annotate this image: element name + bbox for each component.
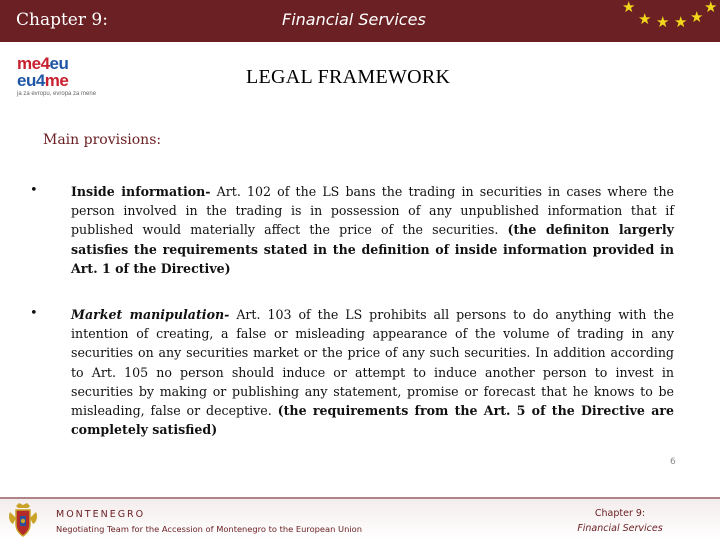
logo-line-1: me4eu [17,54,69,73]
star-icon: ★ [674,13,688,31]
footer-chapter: Chapter 9: [594,508,646,519]
eu-stars-icon [612,0,720,32]
footer-team: Negotiating Team for the Accession of Montenegro to the European Union [56,524,362,534]
bullet-note: (the definiton largerly satisfies the requirements stated in the definition of inside information provided in Art. 1 of the Directive) [71,222,674,276]
me4eu-logo [17,55,107,97]
bullet-text: Art. 102 of the LS bans the trading in securities in cases where the person involved in the trading is in possession of any unpublished information that if published would materially affect the price of the securities. [71,184,675,238]
bullet-marker: • [30,183,38,198]
star-icon: ★ [690,8,704,26]
logo-line-2: eu4me [17,71,69,90]
bullet-term: Market manipulation- [71,307,230,322]
star-icon: ★ [622,0,636,16]
footer-service: Financial Services [577,523,663,534]
montenegro-coat-of-arms-icon [6,502,40,538]
footer-country: MONTENEGRO [56,509,146,520]
bullet-text: Art. 103 of the LS prohibits all persons to do anything with the intention of creating, a false or misleading appearance of the volume of trading in any securities on any securities market or the price of any such securities. In addition according to Art. 105 no person should induce or attempt to induce another person to invest in securities by making or publishing any statement, promise or forecast that he knows to be misleading, false or deceptive. [71,307,674,419]
star-icon: ★ [704,0,718,16]
bullet-inside-information [71,182,674,278]
logo-tagline: ja za evropu, evropa za mene [17,91,97,97]
slide-title: LEGAL FRAMEWORK [246,66,451,88]
bullet-note: (the requirements from the Art. 5 of the Directive are completely satisfied) [71,403,674,438]
bullet-marker: • [30,306,38,321]
service-label: Financial Services [282,10,426,29]
page-number: 6 [670,457,676,467]
bullet-market-manipulation [71,305,674,439]
star-icon: ★ [638,10,652,28]
chapter-label: Chapter 9: [16,10,108,30]
header-bar [0,0,720,42]
star-icon: ★ [656,13,670,31]
bullet-term: Inside information- [71,184,211,199]
slide-subtitle: Main provisions: [43,132,162,148]
